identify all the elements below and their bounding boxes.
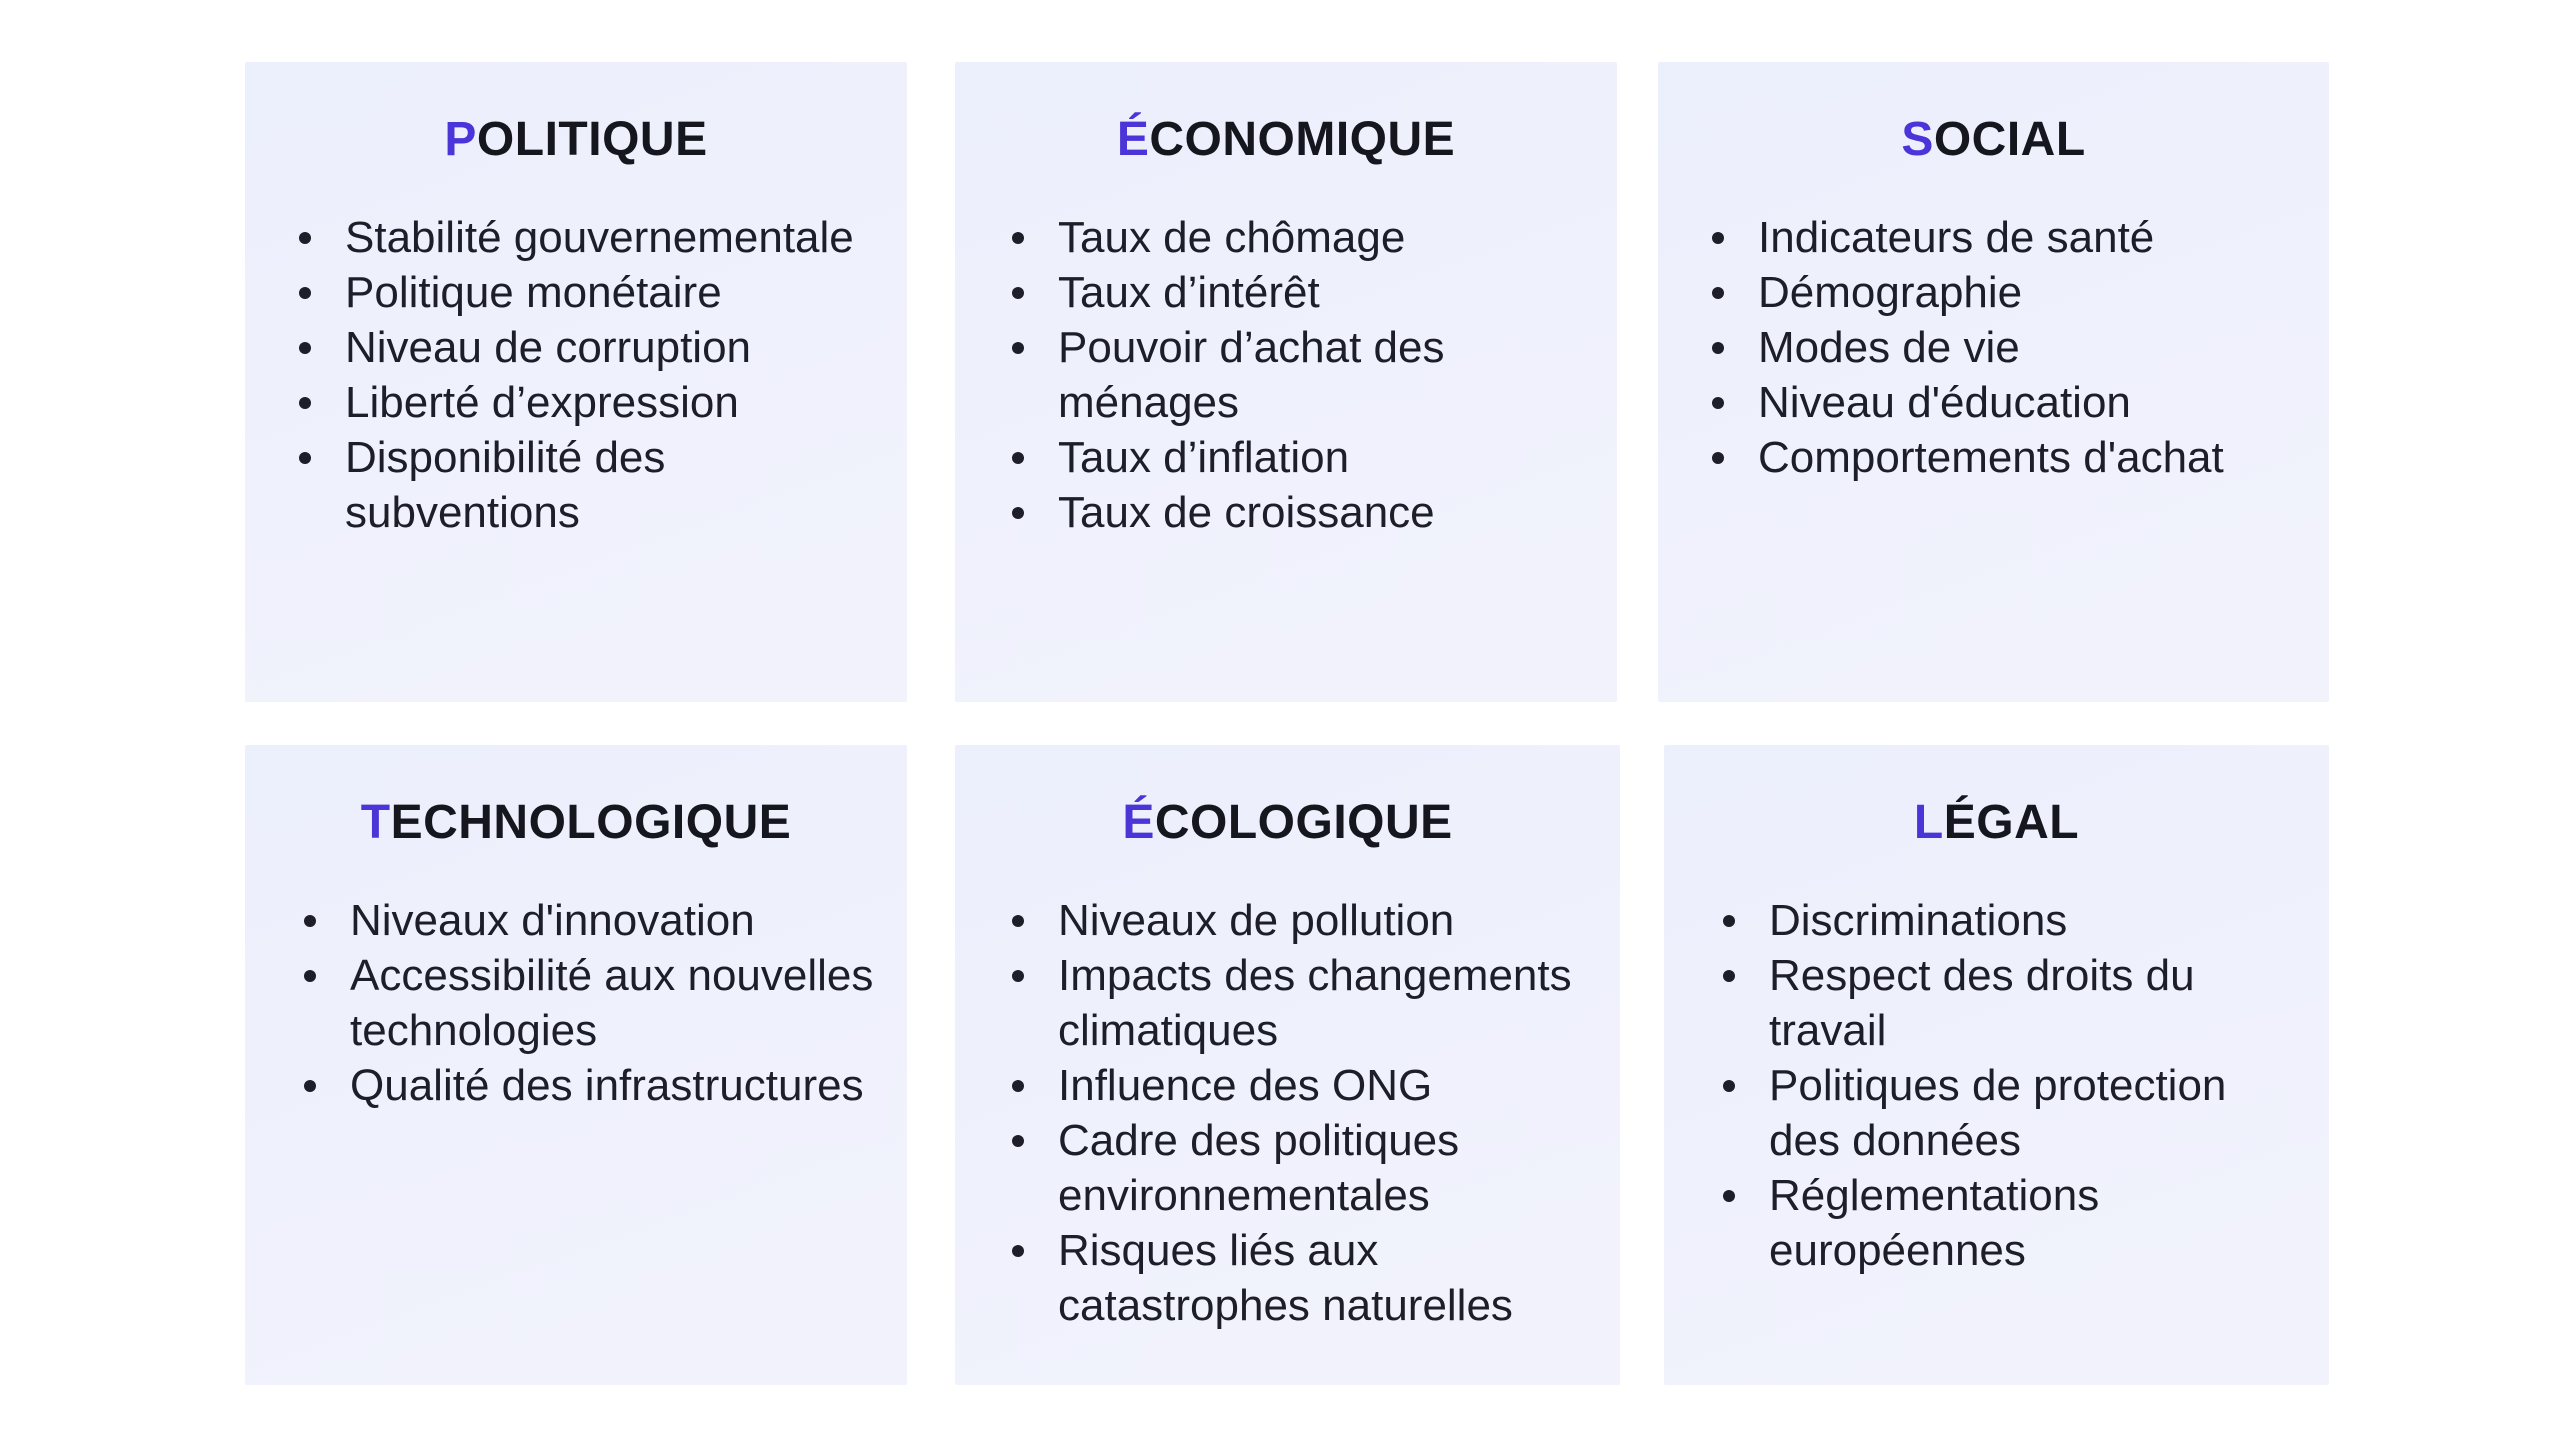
list-item: Modes de vie [1758, 320, 2305, 375]
factor-list [955, 210, 1617, 540]
card-title [1664, 793, 2329, 853]
title-initial: L [1913, 796, 1944, 849]
factor-list [1664, 893, 2329, 1278]
card-economique [955, 62, 1617, 702]
list-item: Liberté d’expression [345, 375, 883, 430]
list-item: Comportements d'achat [1758, 430, 2305, 485]
list-item: Niveaux de pollution [1058, 893, 1596, 948]
list-item: Qualité des infrastructures [350, 1058, 883, 1113]
card-title [1658, 110, 2329, 170]
list-item: Stabilité gouvernementale [345, 210, 883, 265]
factor-list [245, 210, 907, 540]
list-item: Risques liés aux catastrophes naturelles [1058, 1223, 1596, 1333]
card-title [245, 793, 907, 853]
title-rest: CONOMIQUE [1149, 113, 1456, 166]
card-title [955, 793, 1620, 853]
card-technologique [245, 745, 907, 1385]
title-initial: P [444, 113, 477, 166]
title-rest: COLOGIQUE [1154, 796, 1453, 849]
title-rest: ÉGAL [1943, 796, 2080, 849]
title-rest: OLITIQUE [476, 113, 708, 166]
list-item: Pouvoir d’achat des ménages [1058, 320, 1593, 430]
list-item: Taux de chômage [1058, 210, 1593, 265]
list-item: Taux d’inflation [1058, 430, 1593, 485]
list-item: Niveau d'éducation [1758, 375, 2305, 430]
list-item: Politiques de protection des données [1769, 1058, 2305, 1168]
list-item: Politique monétaire [345, 265, 883, 320]
list-item: Impacts des changements climatiques [1058, 948, 1596, 1058]
list-item: Indicateurs de santé [1758, 210, 2305, 265]
card-politique [245, 62, 907, 702]
title-rest: OCIAL [1933, 113, 2086, 166]
list-item: Respect des droits du travail [1769, 948, 2305, 1058]
card-ecologique [955, 745, 1620, 1385]
title-initial: É [1122, 796, 1155, 849]
list-item: Disponibilité des subventions [345, 430, 883, 540]
list-item: Influence des ONG [1058, 1058, 1596, 1113]
factor-list [955, 893, 1620, 1333]
list-item: Accessibilité aux nouvelles technologies [350, 948, 883, 1058]
list-item: Taux d’intérêt [1058, 265, 1593, 320]
card-title [245, 110, 907, 170]
list-item: Niveaux d'innovation [350, 893, 883, 948]
list-item: Réglementations européennes [1769, 1168, 2305, 1278]
list-item: Discriminations [1769, 893, 2305, 948]
card-legal [1664, 745, 2329, 1385]
list-item: Niveau de corruption [345, 320, 883, 375]
title-initial: É [1116, 113, 1150, 166]
title-initial: T [360, 796, 391, 849]
title-initial: S [1901, 113, 1934, 166]
factor-list [1658, 210, 2329, 485]
list-item: Démographie [1758, 265, 2305, 320]
factor-list [245, 893, 907, 1113]
card-title [955, 110, 1617, 170]
list-item: Taux de croissance [1058, 485, 1593, 540]
card-social [1658, 62, 2329, 702]
list-item: Cadre des politiques environnementales [1058, 1113, 1596, 1223]
title-rest: ECHNOLOGIQUE [390, 796, 792, 849]
